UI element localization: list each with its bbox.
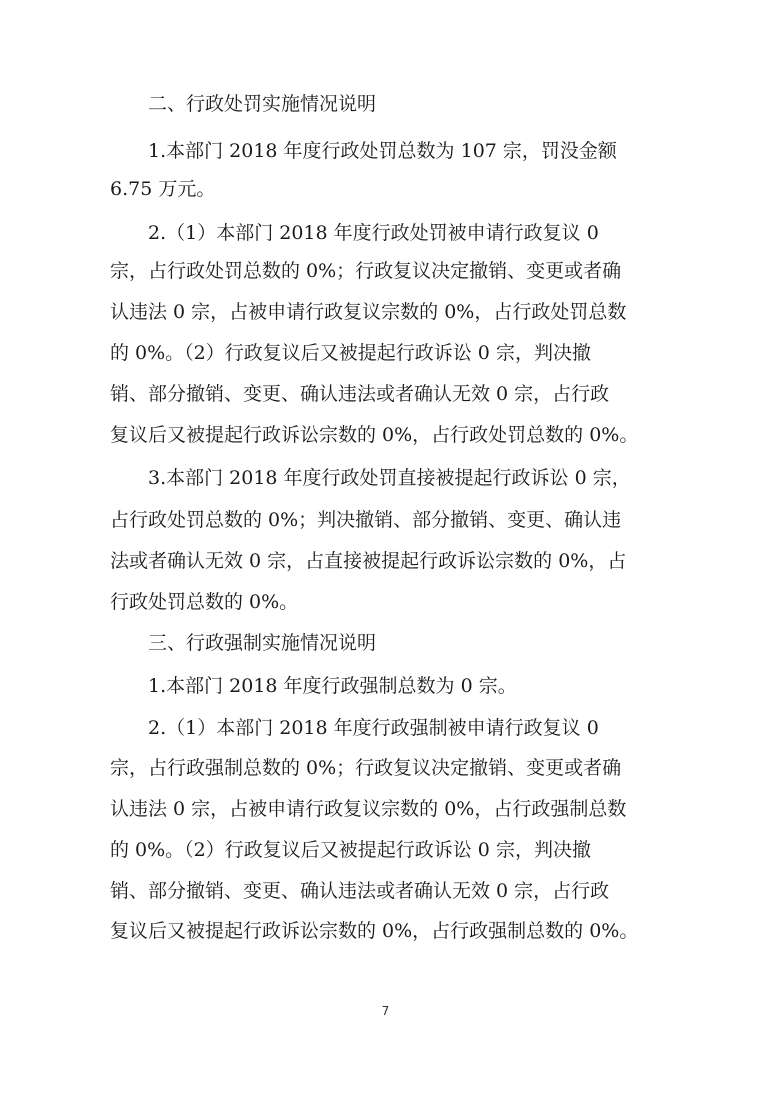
page-number: 7 xyxy=(381,1004,390,1018)
paragraph-line: 认违法 0 宗，占被申请行政复议宗数的 0%，占行政强制总数 xyxy=(110,798,627,820)
paragraph-line: 行政处罚总数的 0%。 xyxy=(110,591,299,613)
paragraph-line: 复议后又被提起行政诉讼宗数的 0%，占行政处罚总数的 0%。 xyxy=(110,424,639,446)
paragraph-line: 3.本部门 2018 年度行政处罚直接被提起行政诉讼 0 宗， xyxy=(148,467,631,489)
paragraph-line: 的 0%。（2）行政复议后又被提起行政诉讼 0 宗，判决撤 xyxy=(110,839,591,861)
paragraph-line: 1.本部门 2018 年度行政处罚总数为 107 宗，罚没金额 xyxy=(148,140,617,162)
paragraph-line: 的 0%。（2）行政复议后又被提起行政诉讼 0 宗，判决撤 xyxy=(110,342,591,364)
paragraph-line: 宗，占行政处罚总数的 0%；行政复议决定撤销、变更或者确 xyxy=(110,260,622,282)
paragraph-line: 宗，占行政强制总数的 0%；行政复议决定撤销、变更或者确 xyxy=(110,757,622,779)
paragraph-line: 2.（1）本部门 2018 年度行政处罚被申请行政复议 0 xyxy=(148,222,599,244)
paragraph-line: 法或者确认无效 0 宗，占直接被提起行政诉讼宗数的 0%，占 xyxy=(110,550,627,572)
paragraph-line: 1.本部门 2018 年度行政强制总数为 0 宗。 xyxy=(148,675,517,697)
paragraph-line: 认违法 0 宗，占被申请行政复议宗数的 0%，占行政处罚总数 xyxy=(110,301,627,323)
paragraph-line: 复议后又被提起行政诉讼宗数的 0%，占行政强制总数的 0%。 xyxy=(110,920,639,942)
paragraph-line: 6.75 万元。 xyxy=(110,178,216,200)
paragraph-line: 销、部分撤销、变更、确认违法或者确认无效 0 宗，占行政 xyxy=(110,383,610,405)
paragraph-line: 占行政处罚总数的 0%；判决撤销、部分撤销、变更、确认违 xyxy=(110,509,622,531)
paragraph-line: 销、部分撤销、变更、确认违法或者确认无效 0 宗，占行政 xyxy=(110,880,610,902)
paragraph-line: 2.（1）本部门 2018 年度行政强制被申请行政复议 0 xyxy=(148,717,599,739)
section-heading-administrative-penalty: 二、行政处罚实施情况说明 xyxy=(148,93,377,115)
section-heading-administrative-enforcement: 三、行政强制实施情况说明 xyxy=(148,632,377,654)
